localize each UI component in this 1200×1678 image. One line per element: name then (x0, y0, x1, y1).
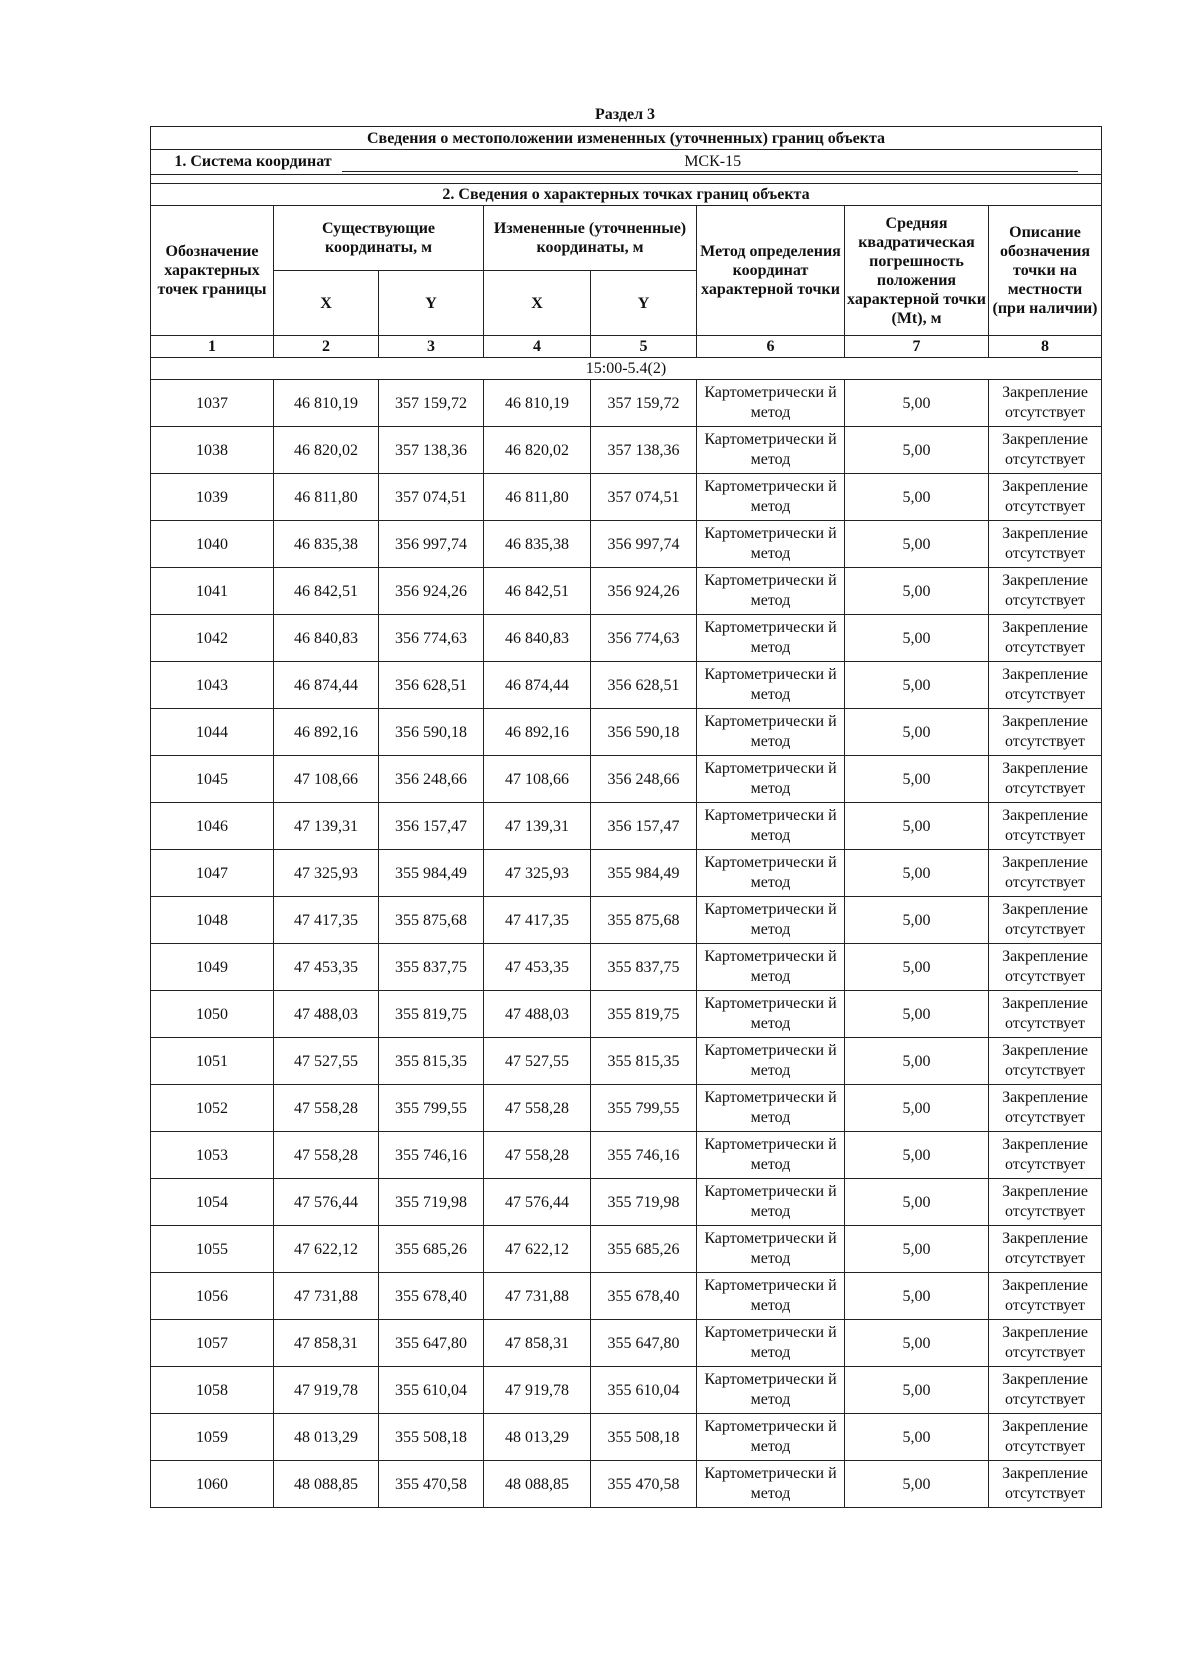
existing-y: 356 248,66 (379, 756, 484, 803)
existing-x: 47 139,31 (274, 803, 379, 850)
point-description: Закрепление отсутствует (989, 662, 1102, 709)
changed-x: 47 558,28 (484, 1132, 591, 1179)
table-row (151, 1273, 1102, 1320)
point-description: Закрепление отсутствует (989, 1367, 1102, 1414)
table-row (151, 803, 1102, 850)
point-id: 1046 (151, 803, 274, 850)
point-id: 1037 (151, 380, 274, 427)
point-description: Закрепление отсутствует (989, 709, 1102, 756)
method: Картометрически й метод (697, 474, 845, 521)
mean-error: 5,00 (845, 1085, 989, 1132)
existing-y: 355 610,04 (379, 1367, 484, 1414)
changed-y: 355 875,68 (591, 897, 697, 944)
changed-x: 48 013,29 (484, 1414, 591, 1461)
point-id: 1039 (151, 474, 274, 521)
changed-y: 357 074,51 (591, 474, 697, 521)
column-number: 2 (274, 336, 379, 358)
existing-y: 355 815,35 (379, 1038, 484, 1085)
table-row (151, 521, 1102, 568)
table-title: Сведения о местоположении измененных (уточненных) границ объекта (151, 127, 1102, 150)
changed-x: 47 488,03 (484, 991, 591, 1038)
existing-x: 46 842,51 (274, 568, 379, 615)
boundary-points-table (150, 126, 1102, 1508)
mean-error: 5,00 (845, 474, 989, 521)
table-row (151, 991, 1102, 1038)
existing-x: 47 576,44 (274, 1179, 379, 1226)
existing-y: 355 837,75 (379, 944, 484, 991)
existing-y: 356 628,51 (379, 662, 484, 709)
method: Картометрически й метод (697, 1367, 845, 1414)
mean-error: 5,00 (845, 709, 989, 756)
changed-y: 355 819,75 (591, 991, 697, 1038)
point-description: Закрепление отсутствует (989, 521, 1102, 568)
changed-x: 48 088,85 (484, 1461, 591, 1508)
table-row (151, 615, 1102, 662)
point-description: Закрепление отсутствует (989, 850, 1102, 897)
point-id: 1045 (151, 756, 274, 803)
existing-y: 355 678,40 (379, 1273, 484, 1320)
point-id: 1048 (151, 897, 274, 944)
changed-y: 356 628,51 (591, 662, 697, 709)
point-description: Закрепление отсутствует (989, 380, 1102, 427)
table-row (151, 944, 1102, 991)
changed-y: 356 924,26 (591, 568, 697, 615)
table-row (151, 1461, 1102, 1508)
changed-x: 47 919,78 (484, 1367, 591, 1414)
table-row (151, 1414, 1102, 1461)
mean-error: 5,00 (845, 1320, 989, 1367)
existing-x: 47 858,31 (274, 1320, 379, 1367)
existing-y: 357 074,51 (379, 474, 484, 521)
changed-x: 47 417,35 (484, 897, 591, 944)
changed-y: 356 997,74 (591, 521, 697, 568)
changed-x: 46 840,83 (484, 615, 591, 662)
column-number: 4 (484, 336, 591, 358)
existing-x: 46 835,38 (274, 521, 379, 568)
changed-x: 47 858,31 (484, 1320, 591, 1367)
existing-y: 356 924,26 (379, 568, 484, 615)
existing-y: 355 875,68 (379, 897, 484, 944)
changed-y: 355 984,49 (591, 850, 697, 897)
spacer-row (151, 175, 1102, 184)
changed-y: 355 719,98 (591, 1179, 697, 1226)
method: Картометрически й метод (697, 380, 845, 427)
point-id: 1044 (151, 709, 274, 756)
header-existing-coords: Существующие координаты, м (274, 206, 484, 271)
mean-error: 5,00 (845, 615, 989, 662)
table-row (151, 662, 1102, 709)
existing-y: 355 746,16 (379, 1132, 484, 1179)
coord-system-value: МСК-15 (342, 152, 1078, 172)
existing-y: 356 157,47 (379, 803, 484, 850)
changed-y: 356 157,47 (591, 803, 697, 850)
changed-x: 47 108,66 (484, 756, 591, 803)
method: Картометрически й метод (697, 1414, 845, 1461)
point-description: Закрепление отсутствует (989, 897, 1102, 944)
table-row (151, 568, 1102, 615)
point-id: 1052 (151, 1085, 274, 1132)
existing-x: 46 874,44 (274, 662, 379, 709)
existing-x: 46 840,83 (274, 615, 379, 662)
point-id: 1050 (151, 991, 274, 1038)
header-error: Средняя квадратическая погрешность положения характерной точки (Mt), м (845, 206, 989, 336)
existing-x: 48 013,29 (274, 1414, 379, 1461)
mean-error: 5,00 (845, 1132, 989, 1179)
method: Картометрически й метод (697, 1085, 845, 1132)
header-existing-x: X (274, 271, 379, 336)
existing-y: 355 719,98 (379, 1179, 484, 1226)
existing-x: 46 811,80 (274, 474, 379, 521)
point-id: 1056 (151, 1273, 274, 1320)
point-id: 1055 (151, 1226, 274, 1273)
changed-y: 355 799,55 (591, 1085, 697, 1132)
existing-y: 355 799,55 (379, 1085, 484, 1132)
header-existing-y: Y (379, 271, 484, 336)
header-description: Описание обозначения точки на местности (при наличии) (989, 206, 1102, 336)
existing-x: 47 731,88 (274, 1273, 379, 1320)
table-row (151, 1038, 1102, 1085)
changed-x: 46 874,44 (484, 662, 591, 709)
changed-y: 355 815,35 (591, 1038, 697, 1085)
table-row (151, 474, 1102, 521)
point-id: 1058 (151, 1367, 274, 1414)
table-row (151, 1367, 1102, 1414)
header-changed-x: X (484, 271, 591, 336)
point-description: Закрепление отсутствует (989, 474, 1102, 521)
mean-error: 5,00 (845, 1179, 989, 1226)
changed-y: 355 647,80 (591, 1320, 697, 1367)
changed-x: 46 810,19 (484, 380, 591, 427)
method: Картометрически й метод (697, 1038, 845, 1085)
changed-y: 355 746,16 (591, 1132, 697, 1179)
method: Картометрически й метод (697, 709, 845, 756)
changed-y: 355 470,58 (591, 1461, 697, 1508)
existing-y: 355 685,26 (379, 1226, 484, 1273)
column-number: 1 (151, 336, 274, 358)
changed-y: 356 248,66 (591, 756, 697, 803)
table-row (151, 427, 1102, 474)
mean-error: 5,00 (845, 521, 989, 568)
changed-x: 47 576,44 (484, 1179, 591, 1226)
mean-error: 5,00 (845, 897, 989, 944)
mean-error: 5,00 (845, 803, 989, 850)
point-id: 1040 (151, 521, 274, 568)
existing-y: 355 470,58 (379, 1461, 484, 1508)
changed-y: 355 508,18 (591, 1414, 697, 1461)
point-id: 1043 (151, 662, 274, 709)
point-id: 1042 (151, 615, 274, 662)
method: Картометрически й метод (697, 850, 845, 897)
header-changed-y: Y (591, 271, 697, 336)
point-description: Закрепление отсутствует (989, 803, 1102, 850)
point-description: Закрепление отсутствует (989, 1085, 1102, 1132)
existing-y: 357 138,36 (379, 427, 484, 474)
header-designation: Обозначение характерных точек границы (151, 206, 274, 336)
existing-y: 355 819,75 (379, 991, 484, 1038)
mean-error: 5,00 (845, 380, 989, 427)
point-id: 1057 (151, 1320, 274, 1367)
mean-error: 5,00 (845, 991, 989, 1038)
changed-x: 46 835,38 (484, 521, 591, 568)
mean-error: 5,00 (845, 756, 989, 803)
table-row (151, 380, 1102, 427)
existing-y: 357 159,72 (379, 380, 484, 427)
existing-x: 47 558,28 (274, 1085, 379, 1132)
mean-error: 5,00 (845, 850, 989, 897)
point-description: Закрепление отсутствует (989, 944, 1102, 991)
point-id: 1049 (151, 944, 274, 991)
method: Картометрически й метод (697, 1320, 845, 1367)
existing-x: 46 810,19 (274, 380, 379, 427)
mean-error: 5,00 (845, 427, 989, 474)
point-description: Закрепление отсутствует (989, 1179, 1102, 1226)
table-row (151, 1179, 1102, 1226)
mean-error: 5,00 (845, 1414, 989, 1461)
existing-x: 47 919,78 (274, 1367, 379, 1414)
existing-y: 355 647,80 (379, 1320, 484, 1367)
method: Картометрически й метод (697, 944, 845, 991)
changed-y: 356 590,18 (591, 709, 697, 756)
existing-x: 47 417,35 (274, 897, 379, 944)
method: Картометрически й метод (697, 756, 845, 803)
coord-system-label: 1. Система координат (174, 153, 332, 170)
point-description: Закрепление отсутствует (989, 1414, 1102, 1461)
changed-x: 46 820,02 (484, 427, 591, 474)
point-id: 1060 (151, 1461, 274, 1508)
existing-x: 47 453,35 (274, 944, 379, 991)
method: Картометрически й метод (697, 427, 845, 474)
changed-y: 357 138,36 (591, 427, 697, 474)
coord-system-row (151, 150, 1102, 175)
existing-x: 47 558,28 (274, 1132, 379, 1179)
table-row (151, 897, 1102, 944)
table-row (151, 1320, 1102, 1367)
mean-error: 5,00 (845, 1226, 989, 1273)
existing-y: 356 590,18 (379, 709, 484, 756)
point-id: 1038 (151, 427, 274, 474)
point-id: 1041 (151, 568, 274, 615)
changed-x: 47 731,88 (484, 1273, 591, 1320)
point-description: Закрепление отсутствует (989, 1320, 1102, 1367)
point-id: 1047 (151, 850, 274, 897)
column-number: 7 (845, 336, 989, 358)
changed-x: 46 892,16 (484, 709, 591, 756)
changed-y: 356 774,63 (591, 615, 697, 662)
existing-x: 47 488,03 (274, 991, 379, 1038)
point-description: Закрепление отсутствует (989, 991, 1102, 1038)
existing-x: 48 088,85 (274, 1461, 379, 1508)
point-description: Закрепление отсутствует (989, 756, 1102, 803)
point-description: Закрепление отсутствует (989, 615, 1102, 662)
mean-error: 5,00 (845, 1038, 989, 1085)
method: Картометрически й метод (697, 521, 845, 568)
changed-y: 355 685,26 (591, 1226, 697, 1273)
changed-x: 47 558,28 (484, 1085, 591, 1132)
table-row (151, 709, 1102, 756)
point-description: Закрепление отсутствует (989, 1038, 1102, 1085)
method: Картометрически й метод (697, 1273, 845, 1320)
column-number: 8 (989, 336, 1102, 358)
mean-error: 5,00 (845, 1367, 989, 1414)
changed-y: 355 678,40 (591, 1273, 697, 1320)
point-description: Закрепление отсутствует (989, 1461, 1102, 1508)
existing-x: 47 527,55 (274, 1038, 379, 1085)
existing-x: 47 108,66 (274, 756, 379, 803)
table-row (151, 756, 1102, 803)
parcel-group-label: 15:00-5.4(2) (151, 358, 1102, 380)
changed-x: 46 811,80 (484, 474, 591, 521)
method: Картометрически й метод (697, 991, 845, 1038)
column-number: 6 (697, 336, 845, 358)
changed-x: 46 842,51 (484, 568, 591, 615)
mean-error: 5,00 (845, 1461, 989, 1508)
points-section-title: 2. Сведения о характерных точках границ объекта (151, 184, 1102, 206)
existing-y: 356 774,63 (379, 615, 484, 662)
changed-x: 47 527,55 (484, 1038, 591, 1085)
method: Картометрически й метод (697, 1226, 845, 1273)
mean-error: 5,00 (845, 568, 989, 615)
point-id: 1053 (151, 1132, 274, 1179)
changed-y: 355 837,75 (591, 944, 697, 991)
changed-x: 47 325,93 (484, 850, 591, 897)
header-method: Метод определения координат характерной точки (697, 206, 845, 336)
changed-y: 357 159,72 (591, 380, 697, 427)
method: Картометрически й метод (697, 1132, 845, 1179)
point-description: Закрепление отсутствует (989, 427, 1102, 474)
changed-x: 47 622,12 (484, 1226, 591, 1273)
method: Картометрически й метод (697, 568, 845, 615)
point-id: 1059 (151, 1414, 274, 1461)
table-row (151, 1132, 1102, 1179)
changed-x: 47 139,31 (484, 803, 591, 850)
point-id: 1051 (151, 1038, 274, 1085)
table-row (151, 1226, 1102, 1273)
table-row (151, 1085, 1102, 1132)
existing-x: 46 820,02 (274, 427, 379, 474)
mean-error: 5,00 (845, 944, 989, 991)
changed-x: 47 453,35 (484, 944, 591, 991)
method: Картометрически й метод (697, 1179, 845, 1226)
point-description: Закрепление отсутствует (989, 568, 1102, 615)
method: Картометрически й метод (697, 615, 845, 662)
point-description: Закрепление отсутствует (989, 1226, 1102, 1273)
point-description: Закрепление отсутствует (989, 1132, 1102, 1179)
mean-error: 5,00 (845, 1273, 989, 1320)
changed-y: 355 610,04 (591, 1367, 697, 1414)
method: Картометрически й метод (697, 662, 845, 709)
point-description: Закрепление отсутствует (989, 1273, 1102, 1320)
method: Картометрически й метод (697, 803, 845, 850)
method: Картометрически й метод (697, 1461, 845, 1508)
existing-y: 355 984,49 (379, 850, 484, 897)
section-title: Раздел 3 (594, 106, 656, 123)
method: Картометрически й метод (697, 897, 845, 944)
header-changed-coords: Измененные (уточненные) координаты, м (484, 206, 697, 271)
existing-y: 356 997,74 (379, 521, 484, 568)
mean-error: 5,00 (845, 662, 989, 709)
existing-x: 47 622,12 (274, 1226, 379, 1273)
column-number: 3 (379, 336, 484, 358)
existing-x: 47 325,93 (274, 850, 379, 897)
existing-x: 46 892,16 (274, 709, 379, 756)
table-row (151, 850, 1102, 897)
column-number: 5 (591, 336, 697, 358)
existing-y: 355 508,18 (379, 1414, 484, 1461)
point-id: 1054 (151, 1179, 274, 1226)
